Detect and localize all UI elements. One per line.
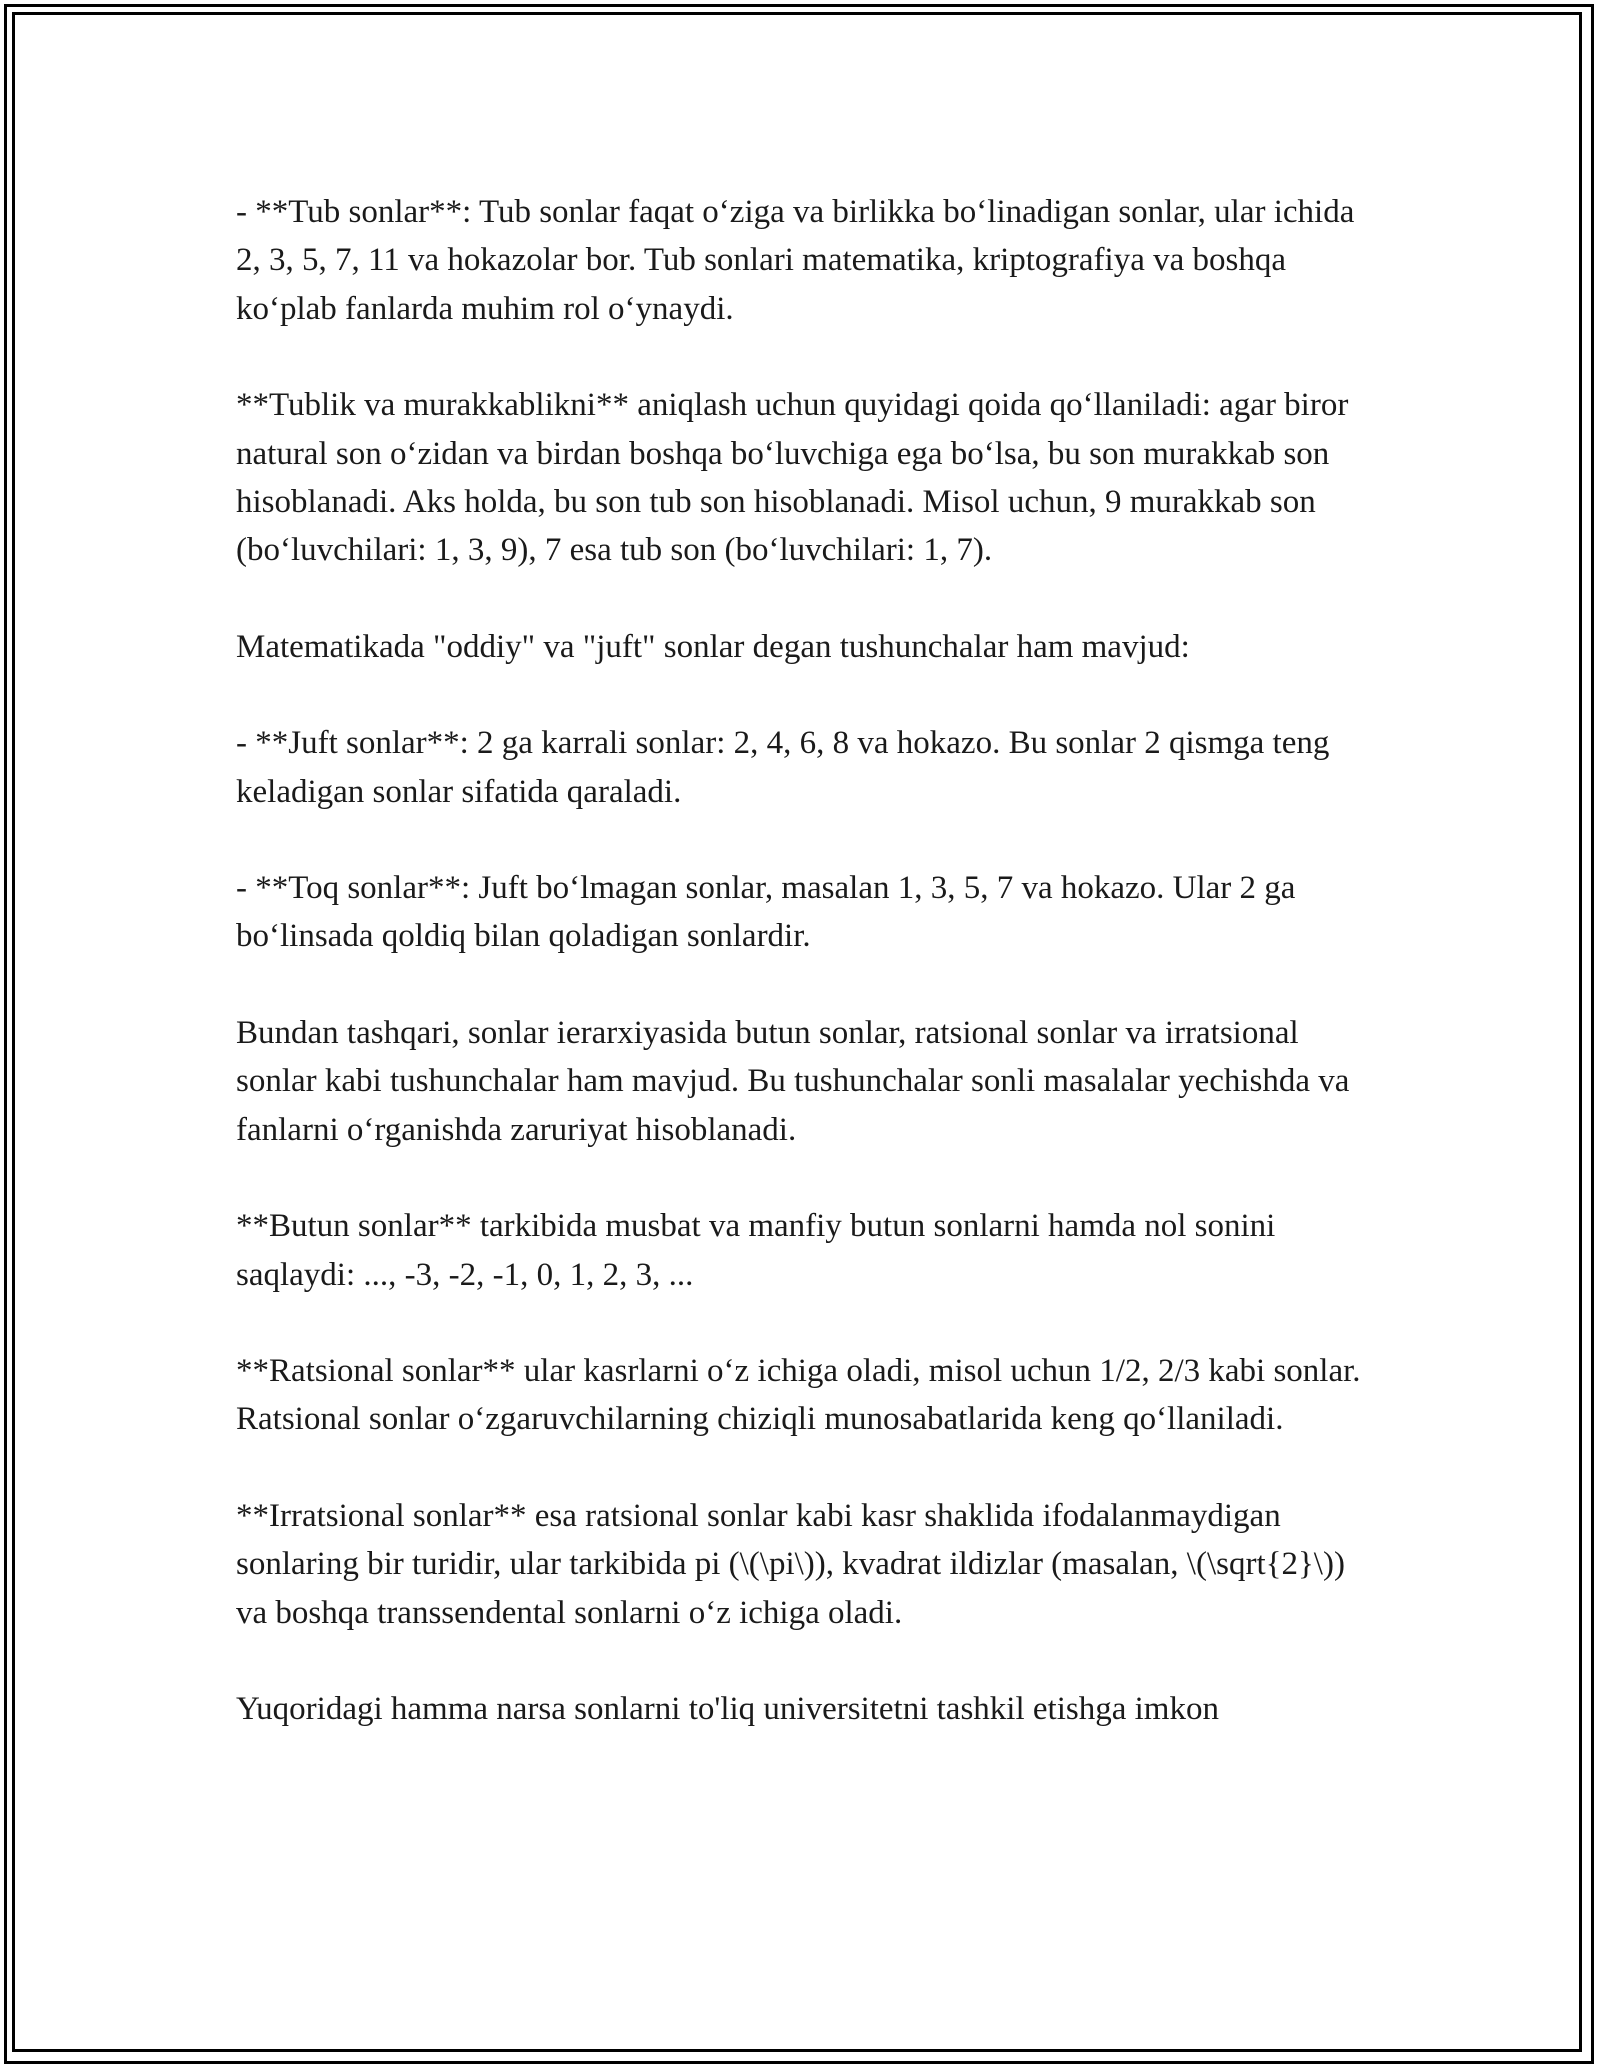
paragraph-ierarxiya: Bundan tashqari, sonlar ierarxiyasida butun sonlar, ratsional sonlar va irratsional sonlar kabi tushunchalar ham mavjud. Bu tushunchalar sonli masalalar yechishda va fanlarni o‘rganishda zaruriyat hisoblanadi. [236, 1014, 1350, 1148]
paragraph-irratsional-sonlar: **Irratsional sonlar** esa ratsional sonlar kabi kasr shaklida ifodalanmaydigan sonlaring bir turidir, ular tarkibida pi (\(\pi\)), kvadrat ildizlar (masalan, \(\sqrt{2}\)) va boshqa transsendental sonlarni o‘z ichiga oladi. [236, 1497, 1345, 1631]
paragraph-tublik-murakkablik: **Tublik va murakkablikni** aniqlash uchun quyidagi qoida qo‘llaniladi: agar biror natural son o‘zidan va birdan boshqa bo‘luvchiga ega bo‘lsa, bu son murakkab son hisoblanadi. Aks holda, bu son tub son hisoblanadi. Misol uchun, 9 murakkab son (bo‘luvchilari: 1, 3, 9), 7 esa tub son (bo‘luvchilari: 1, 7). [236, 387, 1349, 569]
paragraph-juft-sonlar: - **Juft sonlar**: 2 ga karrali sonlar: 2, 4, 6, 8 va hokazo. Bu sonlar 2 qismga teng keladigan sonlar sifatida qaraladi. [236, 725, 1330, 810]
document-body [236, 188, 1376, 1781]
paragraph-tub-sonlar: - **Tub sonlar**: Tub sonlar faqat o‘ziga va birlikka bo‘linadigan sonlar, ular ichida 2, 3, 5, 7, 11 va hokazolar bor. Tub sonlari matematika, kriptografiya va boshqa ko‘plab fanlarda muhim rol o‘ynaydi. [236, 194, 1355, 327]
paragraph-yuqoridagi: Yuqoridagi hamma narsa sonlarni to'liq universitetni tashkil etishga imkon [236, 1690, 1219, 1727]
paragraph-toq-sonlar: - **Toq sonlar**: Juft bo‘lmagan sonlar, masalan 1, 3, 5, 7 va hokazo. Ular 2 ga bo‘linsada qoldiq bilan qoladigan sonlardir. [236, 870, 1296, 955]
paragraph-oddiy-juft-intro: Matematikada "oddiy" va "juft" sonlar degan tushunchalar ham mavjud: [236, 628, 1190, 665]
paragraph-butun-sonlar: **Butun sonlar** tarkibida musbat va manfiy butun sonlarni hamda nol sonini saqlaydi: ..., -3, -2, -1, 0, 1, 2, 3, ... [236, 1208, 1276, 1293]
paragraph-ratsional-sonlar: **Ratsional sonlar** ular kasrlarni o‘z ichiga oladi, misol uchun 1/2, 2/3 kabi sonlar. Ratsional sonlar o‘zgaruvchilarning chiziqli munosabatlarida keng qo‘llaniladi. [236, 1352, 1361, 1438]
